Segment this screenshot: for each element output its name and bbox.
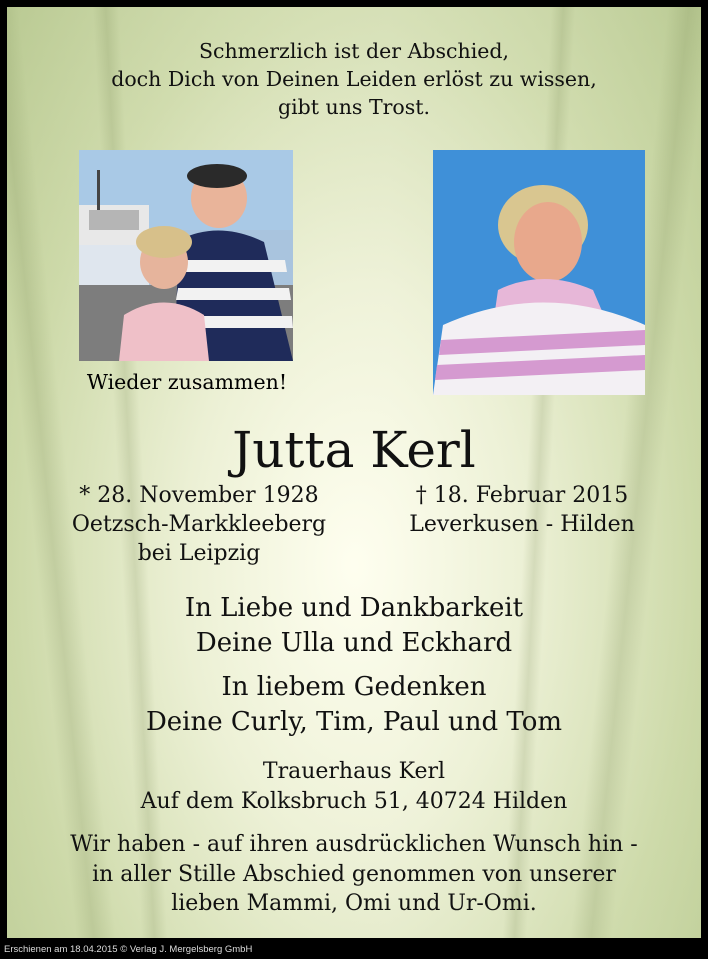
note-line: lieben Mammi, Omi und Ur-Omi. bbox=[171, 891, 537, 916]
death-place: Leverkusen - Hilden bbox=[409, 512, 635, 537]
death-date: † 18. Februar 2015 bbox=[415, 483, 629, 508]
photo-caption: Wieder zusammen! bbox=[86, 370, 288, 394]
motto-line: gibt uns Trost. bbox=[277, 95, 431, 119]
mourners-family bbox=[7, 591, 701, 661]
birth-place: Oetzsch-Markkleeberg bbox=[71, 512, 327, 537]
motto-line: doch Dich von Deinen Leiden erlöst zu wissen, bbox=[111, 67, 597, 91]
publication-footer: Erschienen am 18.04.2015 © Verlag J. Mergelsberg GmbH bbox=[4, 944, 253, 955]
birth-info bbox=[59, 481, 339, 568]
address-line: Trauerhaus Kerl bbox=[262, 759, 446, 784]
obituary-card bbox=[7, 7, 701, 938]
portrait-photo bbox=[433, 150, 645, 395]
deceased-name: Jutta Kerl bbox=[232, 421, 476, 479]
mourners-grandchildren bbox=[7, 670, 701, 740]
birth-date: * 28. November 1928 bbox=[79, 483, 319, 508]
mourning-address bbox=[7, 757, 701, 817]
motto bbox=[7, 37, 701, 121]
birth-place: bei Leipzig bbox=[137, 541, 261, 566]
address-line: Auf dem Kolksbruch 51, 40724 Hilden bbox=[140, 789, 568, 814]
mourners-line: Deine Ulla und Eckhard bbox=[195, 628, 513, 658]
note-line: in aller Stille Abschied genommen von unserer bbox=[92, 861, 616, 887]
couple-photo bbox=[79, 150, 293, 361]
farewell-note bbox=[7, 830, 701, 919]
mourners-line: Deine Curly, Tim, Paul und Tom bbox=[145, 707, 563, 737]
note-line: Wir haben - auf ihren ausdrücklichen Wunsch hin - bbox=[70, 832, 638, 857]
mourners-line: In liebem Gedenken bbox=[221, 672, 487, 702]
death-info bbox=[387, 481, 657, 539]
mourners-line: In Liebe und Dankbarkeit bbox=[184, 593, 524, 623]
motto-line: Schmerzlich ist der Abschied, bbox=[198, 39, 510, 63]
